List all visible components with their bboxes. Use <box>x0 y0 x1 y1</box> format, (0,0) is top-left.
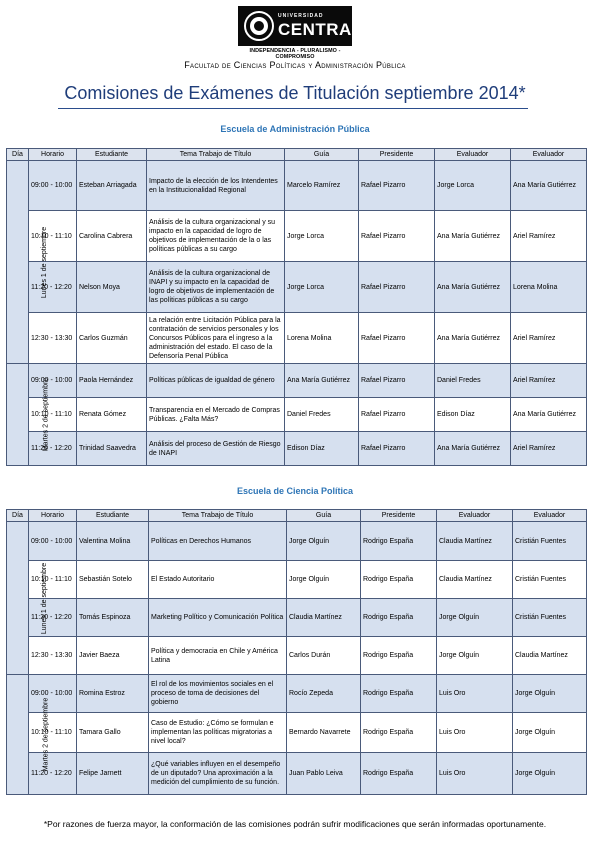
day-label: Martes 2 de septiembre <box>42 377 50 452</box>
time-cell: 09:00 - 10:00 <box>29 364 77 398</box>
table-row <box>7 599 587 637</box>
president-cell: Rafael Pizarro <box>359 364 435 398</box>
guide-cell: Daniel Fredes <box>285 398 359 432</box>
president-cell: Rafael Pizarro <box>359 313 435 364</box>
evaluator-2-cell: Ariel Ramírez <box>511 211 587 262</box>
president-cell: Rafael Pizarro <box>359 211 435 262</box>
col-header-topic: Tema Trabajo de Título <box>147 149 285 161</box>
table-row <box>7 211 587 262</box>
faculty-name: Facultad de Ciencias Políticas y Administración Pública <box>184 60 406 70</box>
time-cell: 12:30 - 13:30 <box>29 637 77 675</box>
time-cell: 11:20 - 12:20 <box>29 262 77 313</box>
day-cell <box>7 522 49 675</box>
guide-cell: Juan Pablo Leiva <box>287 753 361 795</box>
evaluator-1-cell: Ana María Gutiérrez <box>435 432 511 466</box>
evaluator-2-cell: Claudia Martínez <box>513 637 587 675</box>
footnote: *Por razones de fuerza mayor, la conformación de las comisiones podrán sufrir modificaciones que serán informadas oportunamente. <box>43 819 547 829</box>
logo-emblem-core <box>254 21 264 31</box>
time-cell: 10:10 - 11:10 <box>29 211 77 262</box>
evaluator-2-cell: Ariel Ramírez <box>511 364 587 398</box>
university-logo <box>238 6 363 60</box>
school-title-admin: Escuela de Administración Pública <box>220 124 370 134</box>
evaluator-2-cell: Lorena Molina <box>511 262 587 313</box>
evaluator-1-cell: Jorge Lorca <box>435 161 511 211</box>
president-cell: Rodrigo España <box>361 522 437 561</box>
evaluator-1-cell: Ana María Gutiérrez <box>435 262 511 313</box>
table-row <box>7 398 587 432</box>
evaluator-1-cell: Jorge Olguín <box>437 637 513 675</box>
col-header-evaluator-1: Evaluador <box>437 510 513 522</box>
table-row <box>7 262 587 313</box>
table-header-row <box>7 149 587 161</box>
student-cell: Trinidad Saavedra <box>77 432 147 466</box>
table-row <box>7 637 587 675</box>
guide-cell: Marcelo Ramírez <box>285 161 359 211</box>
time-cell: 10:10 - 11:10 <box>29 398 77 432</box>
president-cell: Rodrigo España <box>361 637 437 675</box>
president-cell: Rafael Pizarro <box>359 161 435 211</box>
title-divider <box>58 108 528 109</box>
table-row <box>7 713 587 753</box>
col-header-time: Horario <box>29 149 77 161</box>
col-header-day: Día <box>7 149 29 161</box>
schedule-table-political-science <box>6 509 587 795</box>
time-cell: 11:20 - 12:20 <box>29 599 77 637</box>
president-cell: Rodrigo España <box>361 675 437 713</box>
president-cell: Rafael Pizarro <box>359 262 435 313</box>
topic-cell: Caso de Estudio: ¿Cómo se formulan e implementan las políticas migratorias a nivel local? <box>149 713 287 753</box>
student-cell: Carolina Cabrera <box>77 211 147 262</box>
evaluator-1-cell: Luis Oro <box>437 713 513 753</box>
table-row <box>7 313 587 364</box>
col-header-guide: Guía <box>287 510 361 522</box>
president-cell: Rodrigo España <box>361 753 437 795</box>
evaluator-1-cell: Jorge Olguín <box>437 599 513 637</box>
student-cell: Paola Hernández <box>77 364 147 398</box>
student-cell: Renata Gómez <box>77 398 147 432</box>
evaluator-2-cell: Ariel Ramírez <box>511 432 587 466</box>
col-header-guide: Guía <box>285 149 359 161</box>
topic-cell: Políticas públicas de igualdad de género <box>147 364 285 398</box>
guide-cell: Jorge Lorca <box>285 262 359 313</box>
topic-cell: Análisis de la cultura organizacional de INAPI y su impacto en la capacidad de logro de objetivos de implementación de las políticas públicas a su cargo <box>147 262 285 313</box>
guide-cell: Jorge Olguín <box>287 561 361 599</box>
evaluator-2-cell: Ana María Gutiérrez <box>511 398 587 432</box>
guide-cell: Edison Díaz <box>285 432 359 466</box>
student-cell: Romina Estroz <box>77 675 149 713</box>
table-row <box>7 364 587 398</box>
topic-cell: Política y democracia en Chile y América Latina <box>149 637 287 675</box>
col-header-student: Estudiante <box>77 510 149 522</box>
evaluator-1-cell: Claudia Martínez <box>437 522 513 561</box>
col-header-evaluator-1: Evaluador <box>435 149 511 161</box>
topic-cell: La relación entre Licitación Pública para la contratación de servicios personales y los Concursos Públicos para el ingreso a la administración del estado. El caso de la Defensoría Penal Pública <box>147 313 285 364</box>
topic-cell: Políticas en Derechos Humanos <box>149 522 287 561</box>
day-cell <box>7 675 50 795</box>
day-cell <box>7 161 49 364</box>
evaluator-1-cell: Luis Oro <box>437 753 513 795</box>
president-cell: Rodrigo España <box>361 599 437 637</box>
table-row <box>7 161 587 211</box>
student-cell: Sebastián Sotelo <box>77 561 149 599</box>
guide-cell: Bernardo Navarrete <box>287 713 361 753</box>
topic-cell: ¿Qué variables influyen en el desempeño de un diputado? Una aproximación a la medición del cumplimiento de su función. <box>149 753 287 795</box>
table-row <box>7 675 587 713</box>
evaluator-2-cell: Cristián Fuentes <box>513 522 587 561</box>
day-cell <box>7 364 50 466</box>
student-cell: Esteban Arriagada <box>77 161 147 211</box>
evaluator-1-cell: Edison Díaz <box>435 398 511 432</box>
president-cell: Rafael Pizarro <box>359 398 435 432</box>
student-cell: Valentina Molina <box>77 522 149 561</box>
logo-badge <box>238 6 363 46</box>
guide-cell: Claudia Martínez <box>287 599 361 637</box>
page-title: Comisiones de Exámenes de Titulación septiembre 2014* <box>64 83 526 103</box>
evaluator-1-cell: Luis Oro <box>437 675 513 713</box>
evaluator-2-cell: Ariel Ramírez <box>511 313 587 364</box>
col-header-topic: Tema Trabajo de Título <box>149 510 287 522</box>
day-label: Martes 2 de septiembre <box>42 697 50 772</box>
evaluator-2-cell: Cristián Fuentes <box>513 561 587 599</box>
student-cell: Nelson Moya <box>77 262 147 313</box>
topic-cell: Transparencia en el Mercado de Compras Públicas. ¿Falta Más? <box>147 398 285 432</box>
guide-cell: Ana María Gutiérrez <box>285 364 359 398</box>
evaluator-2-cell: Cristián Fuentes <box>513 599 587 637</box>
topic-cell: El Estado Autoritario <box>149 561 287 599</box>
evaluator-1-cell: Claudia Martínez <box>437 561 513 599</box>
topic-cell: Análisis del proceso de Gestión de Riesgo de INAPI <box>147 432 285 466</box>
guide-cell: Jorge Lorca <box>285 211 359 262</box>
president-cell: Rafael Pizarro <box>359 432 435 466</box>
col-header-evaluator-2: Evaluador <box>511 149 587 161</box>
day-label: Lunes 1 de septiembre <box>41 226 49 298</box>
evaluator-2-cell: Jorge Olguín <box>513 753 587 795</box>
evaluator-1-cell: Daniel Fredes <box>435 364 511 398</box>
day-label: Lunes 1 de septiembre <box>41 562 49 634</box>
col-header-time: Horario <box>29 510 77 522</box>
topic-cell: El rol de los movimientos sociales en el proceso de toma de decisiones del gobierno <box>149 675 287 713</box>
topic-cell: Marketing Político y Comunicación Política <box>149 599 287 637</box>
time-cell: 10:10 - 11:10 <box>29 713 77 753</box>
guide-cell: Jorge Olguín <box>287 522 361 561</box>
time-cell: 09:00 - 10:00 <box>29 161 77 211</box>
col-header-day: Día <box>7 510 29 522</box>
table-row <box>7 432 587 466</box>
time-cell: 09:00 - 10:00 <box>29 675 77 713</box>
col-header-president: Presidente <box>361 510 437 522</box>
topic-cell: Impacto de la elección de los Intendentes en la Institucionalidad Regional <box>147 161 285 211</box>
evaluator-2-cell: Jorge Olguín <box>513 675 587 713</box>
topic-cell: Análisis de la cultura organizacional y su impacto en la capacidad de logro de objetivos de implementación de la o las políticas públicas a su cargo <box>147 211 285 262</box>
logo-name: CENTRAL <box>278 20 363 39</box>
student-cell: Javier Baeza <box>77 637 149 675</box>
col-header-evaluator-2: Evaluador <box>513 510 587 522</box>
evaluator-2-cell: Ana María Gutiérrez <box>511 161 587 211</box>
guide-cell: Rocío Zepeda <box>287 675 361 713</box>
time-cell: 11:20 - 12:20 <box>29 753 77 795</box>
student-cell: Tamara Gallo <box>77 713 149 753</box>
col-header-president: Presidente <box>359 149 435 161</box>
col-header-student: Estudiante <box>77 149 147 161</box>
school-title-political-science: Escuela de Ciencia Política <box>236 486 354 496</box>
table-row <box>7 561 587 599</box>
logo-name-top: UNIVERSIDAD <box>278 13 324 19</box>
guide-cell: Lorena Molina <box>285 313 359 364</box>
guide-cell: Carlos Durán <box>287 637 361 675</box>
evaluator-1-cell: Ana María Gutiérrez <box>435 211 511 262</box>
student-cell: Carlos Guzmán <box>77 313 147 364</box>
time-cell: 12:30 - 13:30 <box>29 313 77 364</box>
president-cell: Rodrigo España <box>361 713 437 753</box>
student-cell: Tomás Espinoza <box>77 599 149 637</box>
student-cell: Felipe Jarnett <box>77 753 149 795</box>
time-cell: 09:00 - 10:00 <box>29 522 77 561</box>
time-cell: 10:10 - 11:10 <box>29 561 77 599</box>
evaluator-1-cell: Ana María Gutiérrez <box>435 313 511 364</box>
schedule-table-admin <box>6 148 587 466</box>
evaluator-2-cell: Jorge Olguín <box>513 713 587 753</box>
table-header-row <box>7 510 587 522</box>
logo-motto: INDEPENDENCIA - PLURALISMO - COMPROMISO <box>249 48 341 60</box>
table-row <box>7 753 587 795</box>
president-cell: Rodrigo España <box>361 561 437 599</box>
table-row <box>7 522 587 561</box>
time-cell: 11:20 - 12:20 <box>29 432 77 466</box>
